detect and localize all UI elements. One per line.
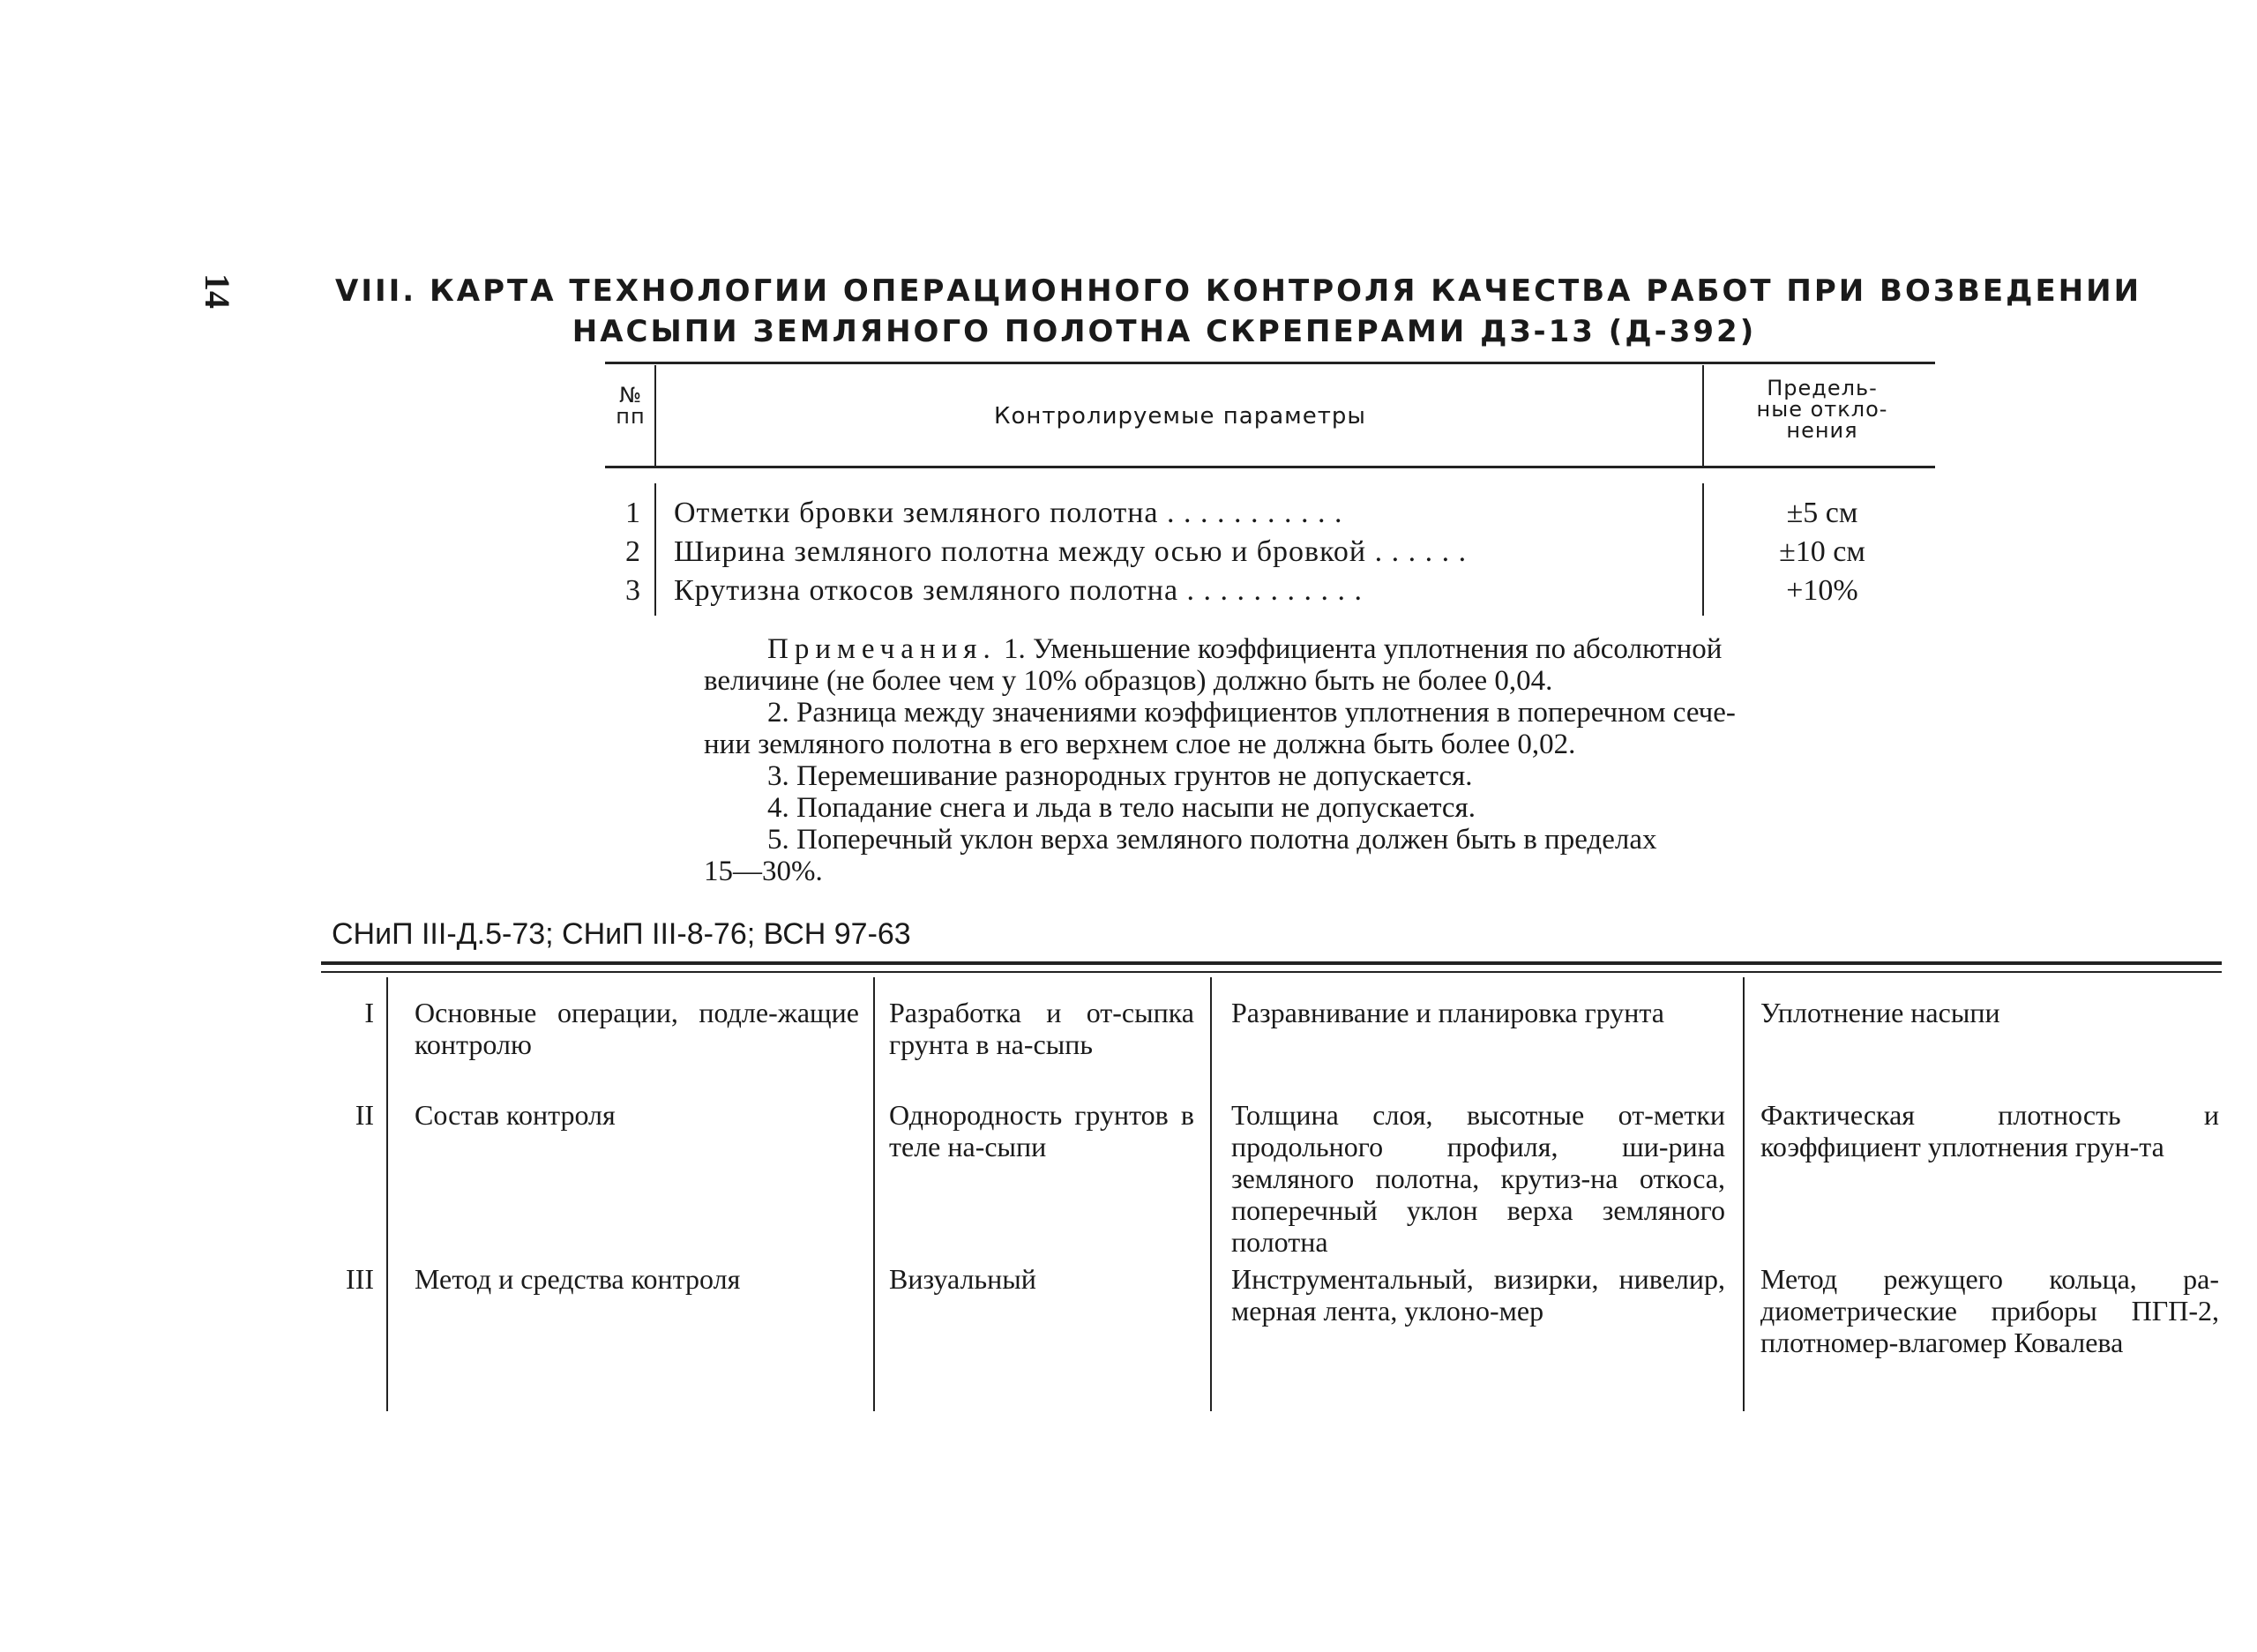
header-num-line-1: № [619, 383, 642, 407]
cell-excavation [889, 997, 1194, 1060]
normative-references: СНиП III-Д.5-73; СНиП III-8-76; ВСН 97-63 [332, 917, 911, 951]
row-label [415, 1099, 859, 1131]
cell-text: Основные операции, подле-жащие контролю [415, 997, 859, 1060]
cell-text: Однородность грунтов в теле на-сыпи [889, 1099, 1194, 1162]
header-deviation [1708, 377, 1937, 441]
row-deviation: ±5 см [1786, 497, 1858, 529]
roman-numeral: II [355, 1099, 374, 1131]
cell-compaction [1760, 1099, 2219, 1162]
cell-compaction [1760, 997, 2219, 1028]
row-parameter: Крутизна откосов земляного полотна . . . . . . . . . . . [674, 574, 1364, 607]
note-4: 4. Попадание снега и льда в тело насыпи не допускается. [767, 792, 1476, 824]
roman-numeral: I [364, 997, 374, 1028]
table-divider [386, 977, 388, 1411]
document-title-line-2: НАСЫПИ ЗЕМЛЯНОГО ПОЛОТНА СКРЕПЕРАМИ ДЗ-13 (Д-392) [572, 314, 1757, 349]
note-2-line-2: нии земляного полотна в его верхнем слое не должна быть более 0,02. [704, 729, 1576, 760]
table-divider [1702, 365, 1704, 466]
row-number: 3 [625, 574, 640, 607]
table-top-rule [321, 961, 2222, 965]
cell-compaction [1760, 1263, 2219, 1358]
header-dev-line-1: Предель- [1767, 376, 1878, 400]
page-number: 14 [198, 273, 237, 309]
row-number: 1 [625, 497, 640, 529]
table-divider [1210, 977, 1212, 1411]
table-divider [1743, 977, 1745, 1411]
row-parameter: Отметки бровки земляного полотна . . . . . . . . . . . [674, 497, 1343, 529]
note-3: 3. Перемешивание разнородных грунтов не допускается. [767, 760, 1473, 792]
document-title-line-1: VIII. КАРТА ТЕХНОЛОГИИ ОПЕРАЦИОННОГО КОНТРОЛЯ КАЧЕСТВА РАБОТ ПРИ ВОЗВЕДЕНИИ [335, 273, 2142, 309]
cell-text: Состав контроля [415, 1099, 616, 1131]
row-roman [321, 997, 374, 1028]
row-roman [321, 1099, 374, 1131]
cell-text: Разравнивание и планировка грунта [1231, 997, 1664, 1028]
cell-text: Метод и средства контроля [415, 1263, 741, 1295]
cell-excavation [889, 1263, 1194, 1295]
row-deviation: +10% [1786, 574, 1858, 607]
cell-text: Визуальный [889, 1263, 1036, 1295]
row-label [415, 997, 859, 1060]
table-divider [873, 977, 875, 1411]
table-divider [654, 365, 656, 466]
note-1-line-2: величине (не более чем у 10% образцов) должно быть не более 0,04. [704, 665, 1553, 697]
header-param: Контролируемые параметры [994, 403, 1366, 430]
table-divider [1702, 483, 1704, 616]
header-dev-line-2: ные откло- [1756, 397, 1888, 422]
table-top-rule-thin [321, 971, 2222, 973]
cell-leveling [1231, 997, 1725, 1028]
roman-numeral: III [346, 1263, 374, 1295]
notes-heading: Примечания. [767, 633, 997, 665]
cell-text: Фактическая плотность и коэффициент уплотнения грун-та [1760, 1099, 2219, 1162]
cell-text: Толщина слоя, высотные от-метки продольного профиля, ши-рина земляного полотна, крутиз-на откоса, поперечный уклон верха земляного полотна [1231, 1099, 1725, 1258]
note-5-line-2: 15—30%. [704, 856, 823, 887]
note-5-line-1: 5. Поперечный уклон верха земляного полотна должен быть в пределах [767, 824, 1657, 856]
row-parameter: Ширина земляного полотна между осью и бровкой . . . . . . [674, 535, 1468, 568]
note-1-text: 1. Уменьшение коэффициента уплотнения по абсолютной [1003, 633, 1723, 665]
cell-text: Уплотнение насыпи [1760, 997, 2000, 1028]
cell-excavation [889, 1099, 1194, 1162]
header-dev-line-3: нения [1786, 418, 1858, 443]
table-top-rule [605, 362, 1935, 364]
row-deviation: ±10 см [1779, 535, 1865, 568]
row-label [415, 1263, 859, 1295]
row-number: 2 [625, 535, 640, 568]
note-1-line-1 [767, 633, 1722, 665]
cell-text: Разработка и от-сыпка грунта в на-сыпь [889, 997, 1194, 1060]
header-num-line-2: пп [616, 404, 646, 429]
header-num [609, 385, 653, 427]
cell-text: Инструментальный, визирки, нивелир, мерная лента, уклоно-мер [1231, 1263, 1725, 1327]
cell-text: Метод режущего кольца, ра-диометрические приборы ПГП-2, плотномер-влагомер Ковалева [1760, 1263, 2219, 1358]
cell-leveling [1231, 1263, 1725, 1327]
cell-leveling [1231, 1099, 1725, 1258]
table-divider [654, 483, 656, 616]
row-roman [321, 1263, 374, 1295]
note-2-line-1: 2. Разница между значениями коэффициентов уплотнения в поперечном сече- [767, 697, 1736, 729]
table-header-rule [605, 466, 1935, 468]
